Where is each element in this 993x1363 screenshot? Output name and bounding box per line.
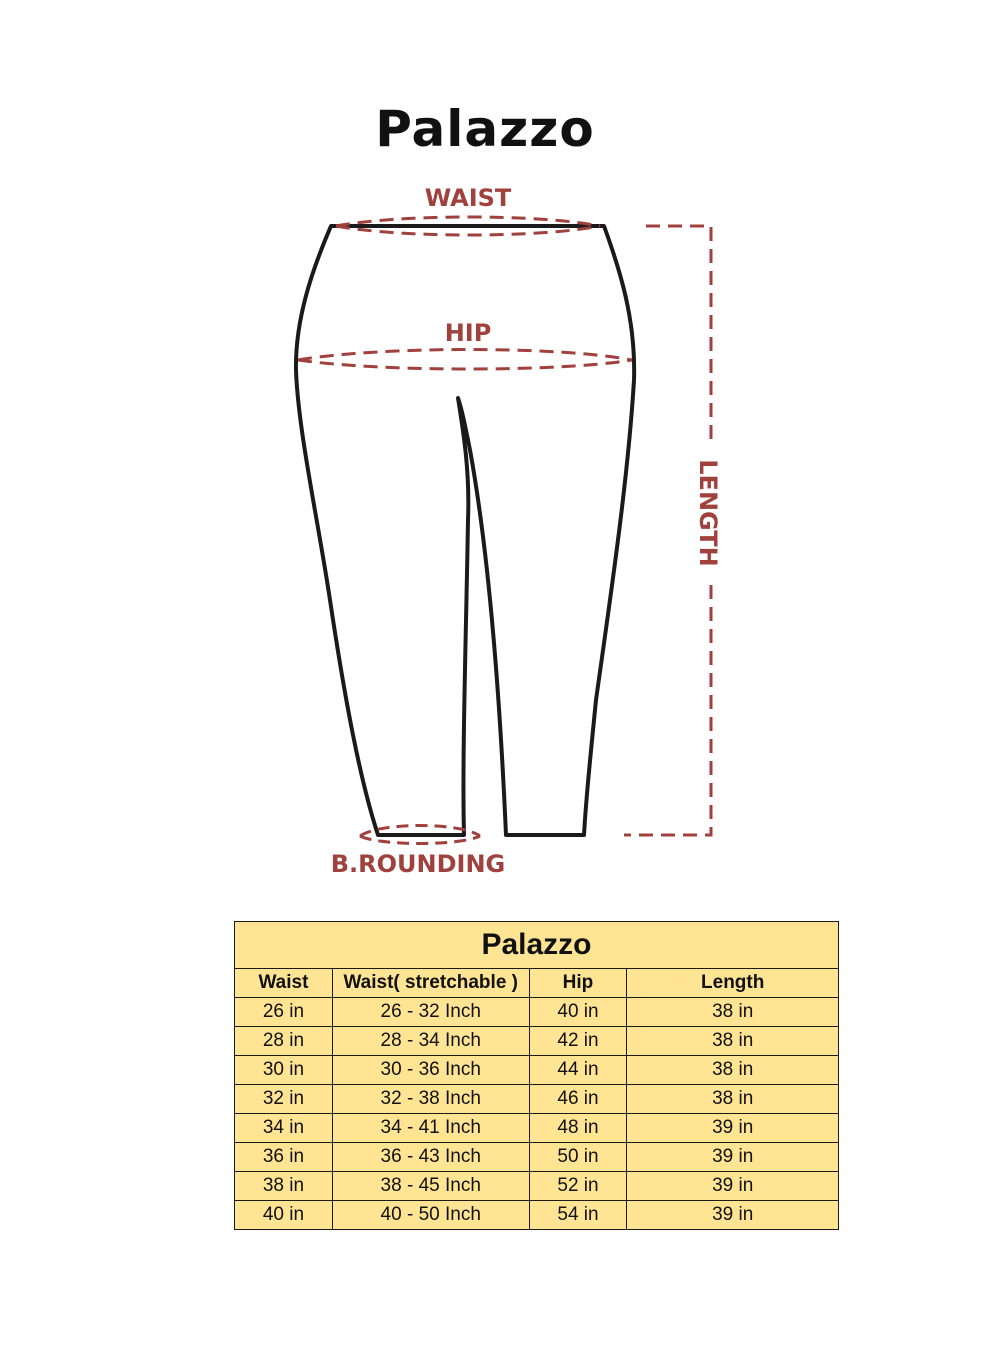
waist-label: WAIST xyxy=(424,184,512,212)
cell-waist-stretchable: 34 - 41 Inch xyxy=(332,1114,529,1143)
cell-waist: 38 in xyxy=(235,1172,333,1201)
cell-waist: 34 in xyxy=(235,1114,333,1143)
cell-length: 38 in xyxy=(627,1027,839,1056)
page-title: Palazzo xyxy=(375,100,595,158)
cell-hip: 42 in xyxy=(529,1027,627,1056)
column-header-waist-stretchable: Waist( stretchable ) xyxy=(332,969,529,998)
cell-length: 38 in xyxy=(627,1056,839,1085)
cell-waist-stretchable: 36 - 43 Inch xyxy=(332,1143,529,1172)
table-caption-row xyxy=(235,922,839,969)
cell-hip: 44 in xyxy=(529,1056,627,1085)
left-leg-outline xyxy=(296,226,634,835)
bottom-rounding-label: B.ROUNDING xyxy=(330,850,506,878)
cell-length: 39 in xyxy=(627,1143,839,1172)
cell-waist: 40 in xyxy=(235,1201,333,1230)
cell-waist: 32 in xyxy=(235,1085,333,1114)
hip-label: HIP xyxy=(444,319,492,347)
table-caption: Palazzo xyxy=(235,922,839,969)
cell-waist: 30 in xyxy=(235,1056,333,1085)
cell-waist-stretchable: 30 - 36 Inch xyxy=(332,1056,529,1085)
hip-measure xyxy=(298,350,632,370)
length-label: LENGTH xyxy=(694,459,722,567)
table-row xyxy=(235,1114,839,1143)
cell-hip: 48 in xyxy=(529,1114,627,1143)
cell-length: 38 in xyxy=(627,998,839,1027)
column-header-waist: Waist xyxy=(235,969,333,998)
cell-length: 39 in xyxy=(627,1172,839,1201)
cell-hip: 52 in xyxy=(529,1172,627,1201)
cell-waist-stretchable: 38 - 45 Inch xyxy=(332,1172,529,1201)
cell-waist-stretchable: 40 - 50 Inch xyxy=(332,1201,529,1230)
cell-hip: 40 in xyxy=(529,998,627,1027)
column-header-hip: Hip xyxy=(529,969,627,998)
cell-hip: 54 in xyxy=(529,1201,627,1230)
column-header-length: Length xyxy=(627,969,839,998)
cell-hip: 50 in xyxy=(529,1143,627,1172)
cell-waist: 36 in xyxy=(235,1143,333,1172)
cell-waist-stretchable: 26 - 32 Inch xyxy=(332,998,529,1027)
table-row xyxy=(235,1172,839,1201)
table-header-row xyxy=(235,969,839,998)
cell-length: 39 in xyxy=(627,1114,839,1143)
table-row xyxy=(235,1201,839,1230)
cell-waist: 26 in xyxy=(235,998,333,1027)
size-chart-table xyxy=(234,921,839,1230)
cell-waist-stretchable: 28 - 34 Inch xyxy=(332,1027,529,1056)
table-row xyxy=(235,1085,839,1114)
cell-length: 39 in xyxy=(627,1201,839,1230)
garment-outline xyxy=(296,226,634,835)
cell-hip: 46 in xyxy=(529,1085,627,1114)
table-row xyxy=(235,1143,839,1172)
table-row xyxy=(235,998,839,1027)
cell-waist-stretchable: 32 - 38 Inch xyxy=(332,1085,529,1114)
table-row xyxy=(235,1027,839,1056)
table-row xyxy=(235,1056,839,1085)
cell-length: 38 in xyxy=(627,1085,839,1114)
cell-waist: 28 in xyxy=(235,1027,333,1056)
